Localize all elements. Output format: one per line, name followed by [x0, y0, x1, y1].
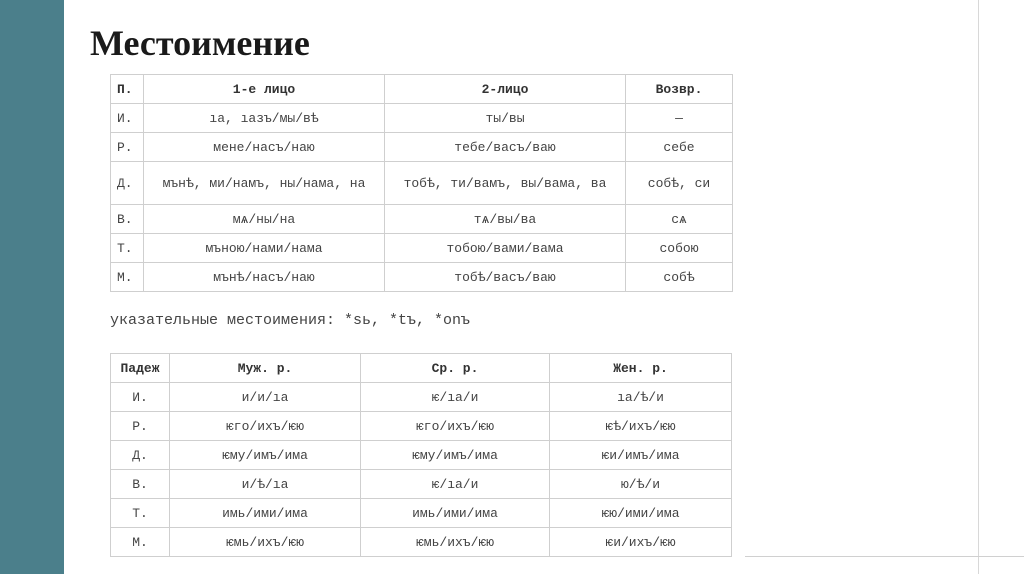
table-cell: мъною/нами/нама	[144, 234, 385, 263]
header-case: Падеж	[111, 354, 170, 383]
table-row	[111, 470, 732, 499]
table-cell: ѥи/имъ/има	[550, 441, 732, 470]
table-cell: сѧ	[626, 205, 733, 234]
table-cell: ѥѣ/ихъ/ѥю	[550, 412, 732, 441]
header-reflexive: Возвр.	[626, 75, 733, 104]
table-cell: собѣ, си	[626, 162, 733, 205]
table-cell: собѣ	[626, 263, 733, 292]
table-cell: ıа/ѣ/и	[550, 383, 732, 412]
table-cell: ѥи/ихъ/ѥю	[550, 528, 732, 557]
case-cell: М.	[111, 263, 144, 292]
case-cell: Д.	[111, 441, 170, 470]
slide-title: Местоимение	[90, 23, 310, 63]
table-row	[111, 133, 733, 162]
table-cell: ты/вы	[385, 104, 626, 133]
bottom-divider	[745, 556, 1024, 557]
table-row	[111, 263, 733, 292]
table-cell: мънѣ, ми/намъ, ны/нама, на	[144, 162, 385, 205]
table-row	[111, 412, 732, 441]
table-cell: ѥю/ими/има	[550, 499, 732, 528]
table-cell: тѧ/вы/ва	[385, 205, 626, 234]
table-cell: тобѣ, ти/вамъ, вы/вама, ва	[385, 162, 626, 205]
table-cell: тебе/васъ/ваю	[385, 133, 626, 162]
case-cell: В.	[111, 470, 170, 499]
case-cell: Т.	[111, 499, 170, 528]
case-cell: Д.	[111, 162, 144, 205]
table-cell: имь/ими/има	[361, 499, 550, 528]
header-first-person: 1-е лицо	[144, 75, 385, 104]
header-second-person: 2-лицо	[385, 75, 626, 104]
header-feminine: Жен. р.	[550, 354, 732, 383]
personal-pronoun-table	[110, 74, 733, 292]
demonstrative-pronoun-table	[110, 353, 732, 557]
table-cell: ѥмь/ихъ/ѥю	[361, 528, 550, 557]
table-cell: ѥму/имъ/има	[170, 441, 361, 470]
table-row	[111, 162, 733, 205]
table-cell: ıа, ıазъ/мы/вѣ	[144, 104, 385, 133]
table-cell: —	[626, 104, 733, 133]
header-case: П.	[111, 75, 144, 104]
table-cell: имь/ими/има	[170, 499, 361, 528]
header-masculine: Муж. р.	[170, 354, 361, 383]
left-accent-bar	[0, 0, 64, 574]
table-cell: ѥго/ихъ/ѥю	[170, 412, 361, 441]
table-header-row	[111, 75, 733, 104]
table-row	[111, 104, 733, 133]
table-row	[111, 205, 733, 234]
table-cell: себе	[626, 133, 733, 162]
right-divider	[978, 0, 979, 574]
table-row	[111, 383, 732, 412]
demonstrative-caption: указательные местоимения: *sь, *tъ, *onъ	[110, 312, 471, 329]
table-cell: мене/насъ/наю	[144, 133, 385, 162]
table-row	[111, 528, 732, 557]
table-cell: и/и/ıа	[170, 383, 361, 412]
table-cell: ѥ/ıа/и	[361, 383, 550, 412]
table-cell: тобою/вами/вама	[385, 234, 626, 263]
case-cell: И.	[111, 104, 144, 133]
case-cell: Р.	[111, 412, 170, 441]
table-cell: тобѣ/васъ/ваю	[385, 263, 626, 292]
table-cell: собою	[626, 234, 733, 263]
case-cell: Р.	[111, 133, 144, 162]
table-cell: мънѣ/насъ/наю	[144, 263, 385, 292]
table-cell: ѥмь/ихъ/ѥю	[170, 528, 361, 557]
table-cell: мѧ/ны/на	[144, 205, 385, 234]
table-row	[111, 234, 733, 263]
case-cell: В.	[111, 205, 144, 234]
case-cell: Т.	[111, 234, 144, 263]
table-cell: ѥго/ихъ/ѥю	[361, 412, 550, 441]
table-cell: и/ѣ/ıа	[170, 470, 361, 499]
table-header-row	[111, 354, 732, 383]
table-cell: ю/ѣ/и	[550, 470, 732, 499]
case-cell: М.	[111, 528, 170, 557]
table-row	[111, 499, 732, 528]
table-cell: ѥ/ıа/и	[361, 470, 550, 499]
table-row	[111, 441, 732, 470]
table-cell: ѥму/имъ/има	[361, 441, 550, 470]
case-cell: И.	[111, 383, 170, 412]
header-neuter: Ср. р.	[361, 354, 550, 383]
